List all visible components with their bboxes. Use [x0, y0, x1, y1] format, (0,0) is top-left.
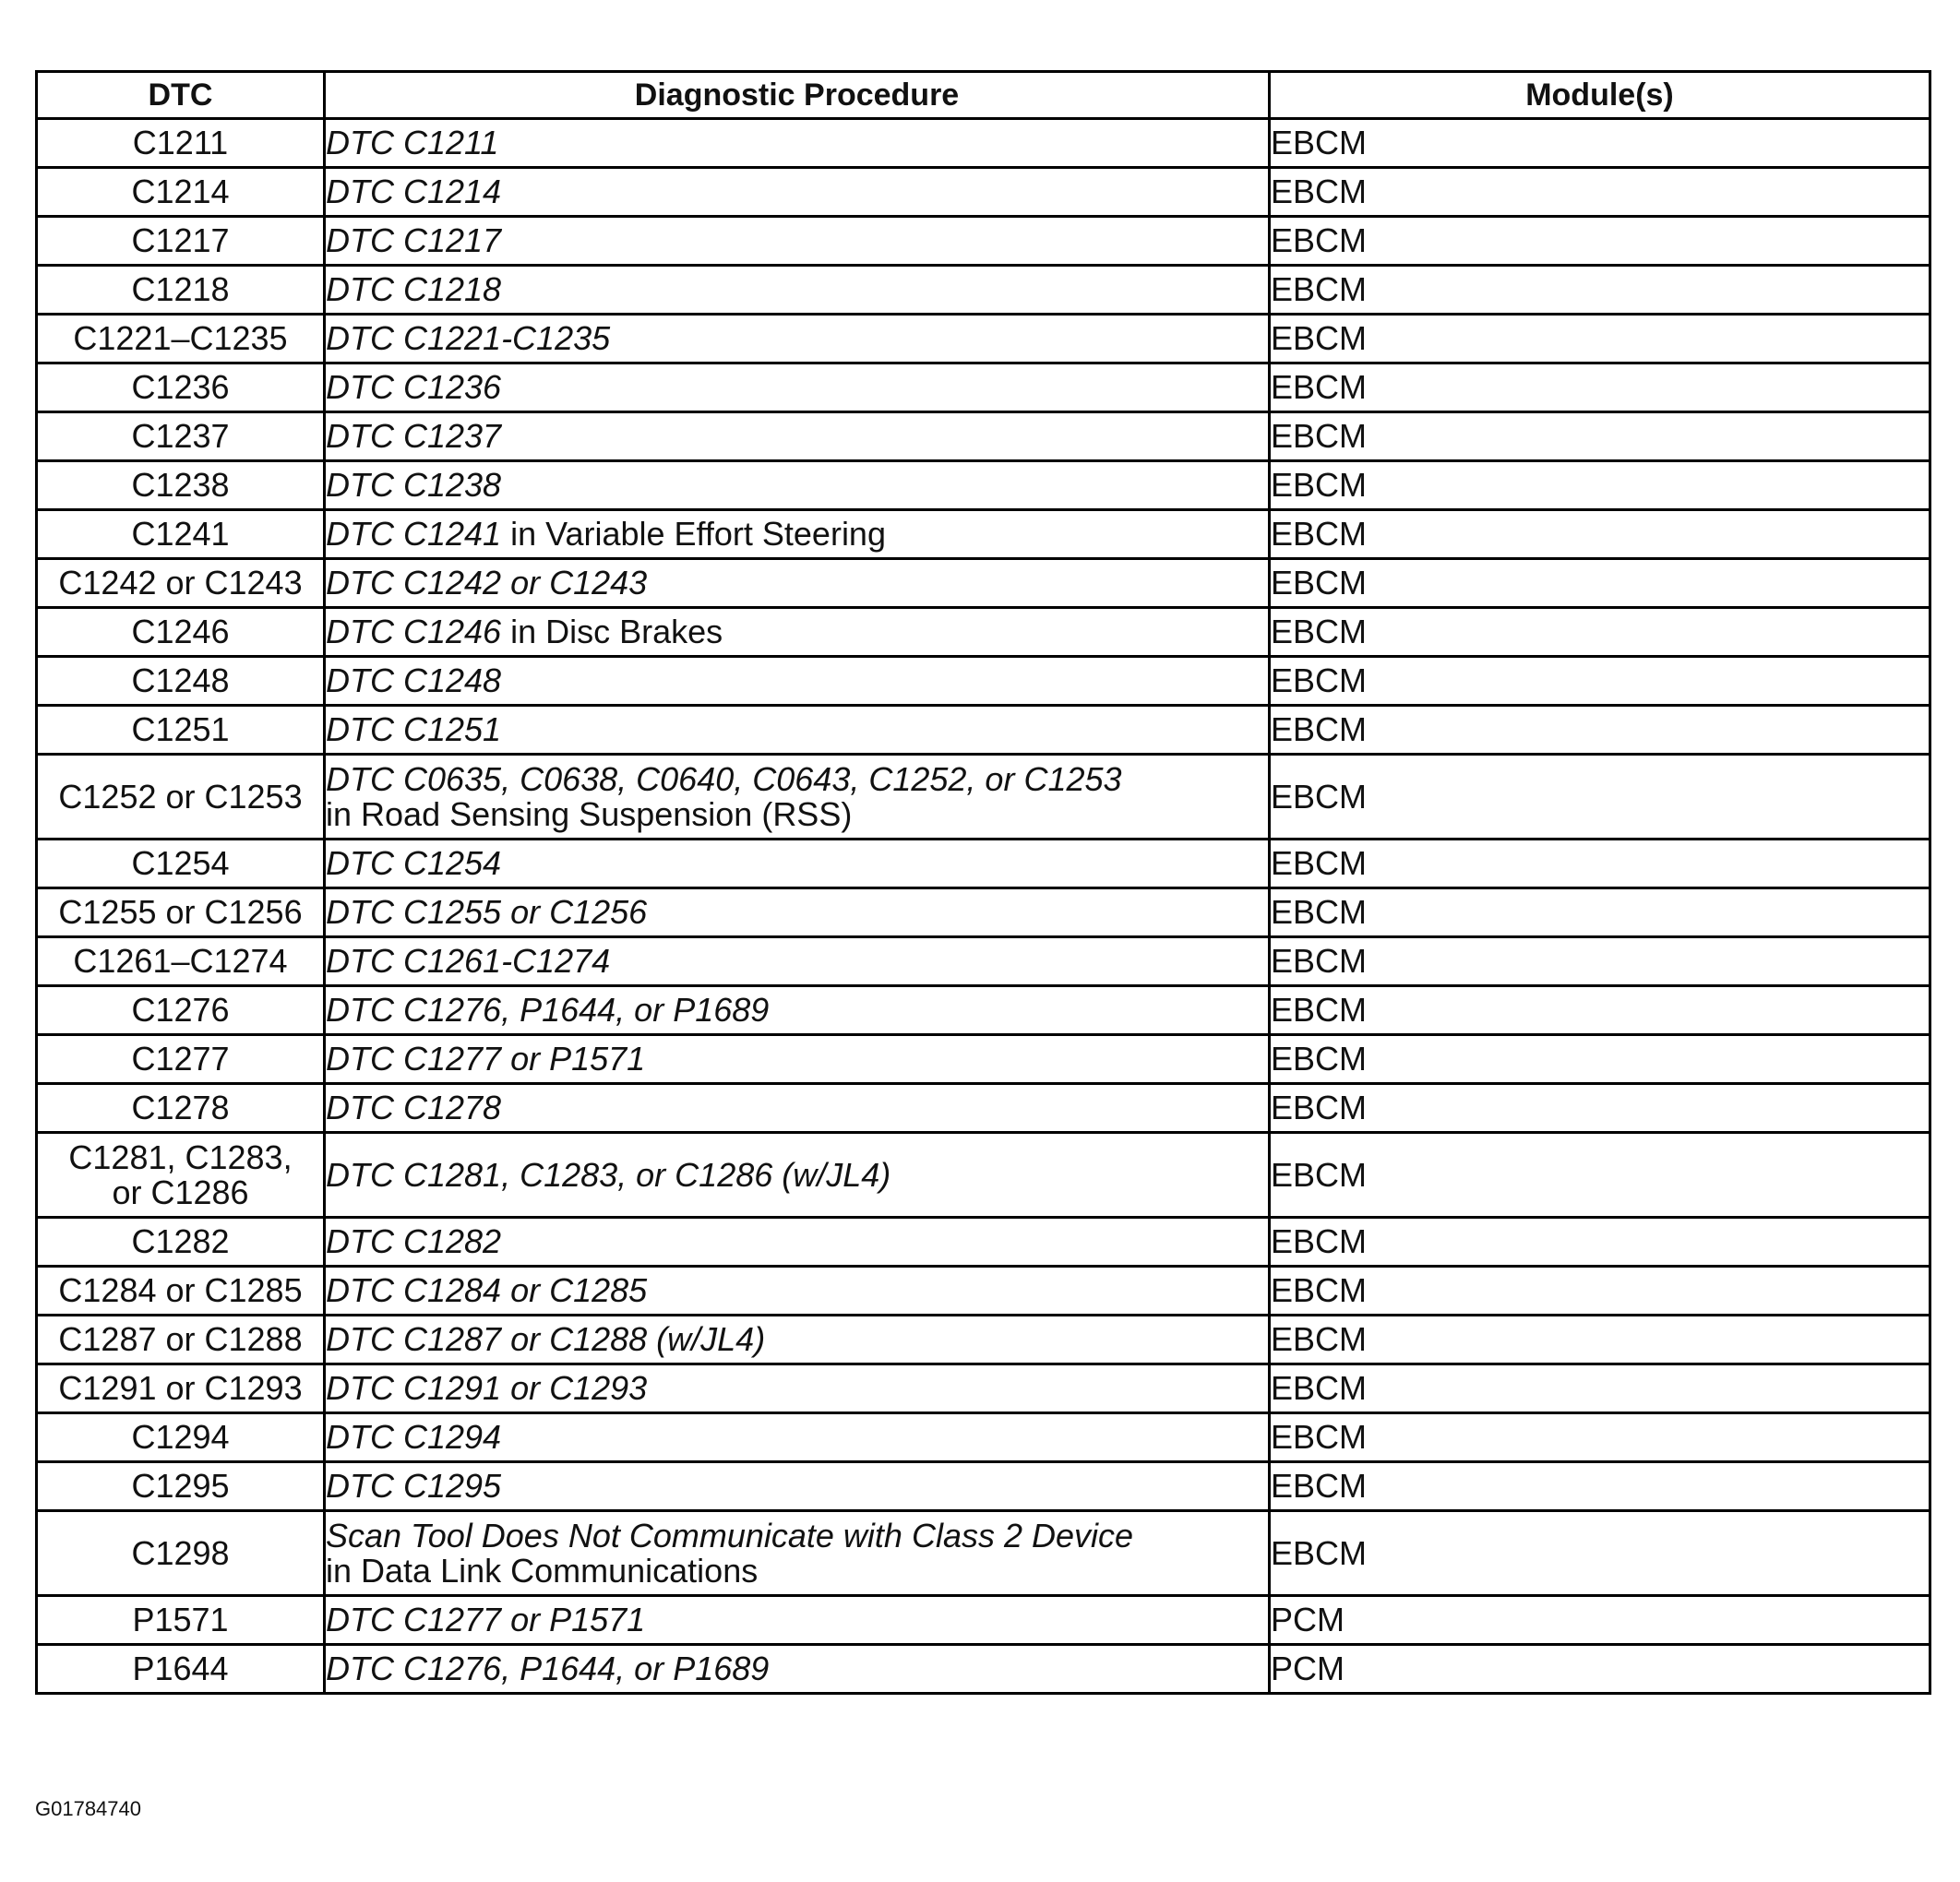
- dtc-cell: [37, 1462, 325, 1511]
- module-name: EBCM: [1271, 991, 1368, 1029]
- procedure-cell: [325, 559, 1270, 608]
- dtc-cell: [37, 1218, 325, 1267]
- procedure-cell: [325, 1084, 1270, 1133]
- procedure-link[interactable]: DTC C1221-C1235: [326, 319, 611, 357]
- procedure-cell: [325, 461, 1270, 510]
- procedure-cell: [325, 119, 1270, 168]
- procedure-link[interactable]: DTC C1218: [326, 270, 502, 308]
- procedure-cell: [325, 1596, 1270, 1645]
- module-name: EBCM: [1271, 515, 1368, 553]
- module-cell: [1270, 1035, 1930, 1084]
- procedure-link[interactable]: DTC C1236: [326, 368, 502, 406]
- procedure-cell: [325, 412, 1270, 461]
- dtc-cell: [37, 608, 325, 657]
- dtc-code: C1237: [131, 417, 230, 455]
- dtc-code: C1221–C1235: [73, 319, 288, 357]
- procedure-link[interactable]: DTC C1242 or C1243: [326, 564, 648, 602]
- module-cell: [1270, 1364, 1930, 1413]
- table-row: [37, 1596, 1930, 1645]
- procedure-link[interactable]: DTC C1241: [326, 515, 502, 553]
- dtc-code: C1241: [131, 515, 230, 553]
- dtc-cell: [37, 119, 325, 168]
- table-row: [37, 168, 1930, 217]
- table-row: [37, 1511, 1930, 1596]
- procedure-link[interactable]: DTC C1255 or C1256: [326, 893, 648, 931]
- procedure-cell: [325, 888, 1270, 937]
- dtc-code: C1251: [131, 710, 230, 748]
- dtc-cell: [37, 168, 325, 217]
- procedure-link[interactable]: DTC C1278: [326, 1089, 502, 1126]
- module-cell: [1270, 1645, 1930, 1694]
- dtc-code: C1291 or C1293: [58, 1369, 303, 1407]
- procedure-link[interactable]: DTC C1291 or C1293: [326, 1369, 648, 1407]
- dtc-code: P1644: [132, 1650, 229, 1687]
- dtc-code: C1255 or C1256: [58, 893, 303, 931]
- procedure-cell: [325, 608, 1270, 657]
- table-row: [37, 363, 1930, 412]
- table-header-row: [37, 72, 1930, 119]
- dtc-cell: [37, 1084, 325, 1133]
- procedure-cell: [325, 363, 1270, 412]
- figure-id: G01784740: [35, 1797, 141, 1820]
- dtc-cell: [37, 840, 325, 888]
- procedure-cell: [325, 266, 1270, 315]
- table-row: [37, 755, 1930, 840]
- table-row: [37, 1084, 1930, 1133]
- dtc-code: C1238: [131, 466, 230, 504]
- module-name: EBCM: [1271, 613, 1368, 650]
- dtc-code: C1282: [131, 1222, 230, 1260]
- dtc-code: C1252 or C1253: [58, 777, 303, 816]
- module-cell: [1270, 412, 1930, 461]
- table-row: [37, 1267, 1930, 1316]
- procedure-link[interactable]: DTC C1284 or C1285: [326, 1271, 648, 1309]
- procedure-line2: in Road Sensing Suspension (RSS): [326, 794, 853, 833]
- dtc-code-line2: or C1286: [112, 1173, 249, 1211]
- dtc-cell: [37, 706, 325, 755]
- table-row: [37, 266, 1930, 315]
- table-row: [37, 1035, 1930, 1084]
- dtc-code: C1217: [131, 221, 230, 259]
- table-row: [37, 1645, 1930, 1694]
- procedure-cell: [325, 1413, 1270, 1462]
- module-cell: [1270, 1413, 1930, 1462]
- module-cell: [1270, 706, 1930, 755]
- procedure-cell: [325, 937, 1270, 986]
- module-name: EBCM: [1271, 1418, 1368, 1456]
- procedure-cell: [325, 706, 1270, 755]
- module-name: EBCM: [1271, 844, 1368, 882]
- dtc-code: C1281, C1283,: [68, 1138, 293, 1176]
- module-cell: [1270, 1267, 1930, 1316]
- dtc-code: C1214: [131, 173, 230, 210]
- dtc-code: C1276: [131, 991, 230, 1029]
- module-name: EBCM: [1271, 221, 1368, 259]
- module-cell: [1270, 1084, 1930, 1133]
- dtc-cell: [37, 937, 325, 986]
- procedure-link[interactable]: DTC C1281, C1283, or C1286 (w/JL4): [326, 1155, 891, 1194]
- dtc-code: C1278: [131, 1089, 230, 1126]
- module-cell: [1270, 1133, 1930, 1218]
- module-cell: [1270, 266, 1930, 315]
- procedure-link[interactable]: DTC C1254: [326, 844, 502, 882]
- table-row: [37, 608, 1930, 657]
- table-row: [37, 937, 1930, 986]
- module-cell: [1270, 986, 1930, 1035]
- dtc-cell: [37, 986, 325, 1035]
- module-name: EBCM: [1271, 777, 1368, 816]
- module-name: EBCM: [1271, 893, 1368, 931]
- module-name: PCM: [1271, 1650, 1345, 1687]
- module-name: EBCM: [1271, 466, 1368, 504]
- module-cell: [1270, 840, 1930, 888]
- procedure-cell: [325, 755, 1270, 840]
- dtc-cell: [37, 461, 325, 510]
- procedure-cell: [325, 1133, 1270, 1218]
- procedure-cell: [325, 1316, 1270, 1364]
- dtc-cell: [37, 1364, 325, 1413]
- module-name: EBCM: [1271, 1369, 1368, 1407]
- dtc-cell: [37, 510, 325, 559]
- module-cell: [1270, 510, 1930, 559]
- module-cell: [1270, 1316, 1930, 1364]
- procedure-link[interactable]: DTC C1277 or P1571: [326, 1601, 646, 1638]
- procedure-cell: [325, 168, 1270, 217]
- procedure-link[interactable]: DTC C1277 or P1571: [326, 1040, 646, 1078]
- module-name: EBCM: [1271, 124, 1368, 161]
- module-name: EBCM: [1271, 1320, 1368, 1358]
- dtc-code: C1254: [131, 844, 230, 882]
- procedure-cell: [325, 217, 1270, 266]
- table-row: [37, 217, 1930, 266]
- procedure-line2: in Data Link Communications: [326, 1551, 759, 1590]
- procedure-link[interactable]: DTC C1276, P1644, or P1689: [326, 991, 770, 1029]
- dtc-code: C1294: [131, 1418, 230, 1456]
- module-name: EBCM: [1271, 1222, 1368, 1260]
- procedure-link[interactable]: DTC C1217: [326, 221, 502, 259]
- table-row: [37, 888, 1930, 937]
- module-name: EBCM: [1271, 1040, 1368, 1078]
- table-row: [37, 657, 1930, 706]
- module-name: PCM: [1271, 1601, 1345, 1638]
- module-name: EBCM: [1271, 1089, 1368, 1126]
- dtc-code: C1218: [131, 270, 230, 308]
- procedure-link[interactable]: DTC C1214: [326, 173, 502, 210]
- dtc-cell: [37, 1267, 325, 1316]
- table-row: [37, 986, 1930, 1035]
- procedure-link[interactable]: DTC C1246: [326, 613, 502, 650]
- dtc-code: C1236: [131, 368, 230, 406]
- procedure-link[interactable]: DTC C1248: [326, 661, 502, 699]
- procedure-cell: [325, 1462, 1270, 1511]
- module-name: EBCM: [1271, 173, 1368, 210]
- module-cell: [1270, 315, 1930, 363]
- procedure-link[interactable]: DTC C1238: [326, 466, 502, 504]
- dtc-code: C1246: [131, 613, 230, 650]
- module-cell: [1270, 559, 1930, 608]
- dtc-cell: [37, 1413, 325, 1462]
- procedure-link[interactable]: DTC C1211: [326, 124, 499, 161]
- module-cell: [1270, 168, 1930, 217]
- module-cell: [1270, 1511, 1930, 1596]
- dtc-code: C1287 or C1288: [58, 1320, 303, 1358]
- module-cell: [1270, 217, 1930, 266]
- module-cell: [1270, 461, 1930, 510]
- procedure-link[interactable]: DTC C1294: [326, 1418, 502, 1456]
- dtc-code: C1242 or C1243: [58, 564, 303, 602]
- header-dtc: DTC: [37, 72, 325, 119]
- procedure-cell: [325, 840, 1270, 888]
- dtc-code: C1277: [131, 1040, 230, 1078]
- dtc-cell: [37, 559, 325, 608]
- table-row: [37, 412, 1930, 461]
- dtc-code: C1295: [131, 1467, 230, 1505]
- dtc-cell: [37, 1645, 325, 1694]
- dtc-code: P1571: [132, 1601, 229, 1638]
- dtc-table: [35, 70, 1931, 1695]
- procedure-link[interactable]: DTC C1282: [326, 1222, 502, 1260]
- dtc-cell: [37, 1596, 325, 1645]
- procedure-link[interactable]: DTC C1287 or C1288 (w/JL4): [326, 1320, 766, 1358]
- procedure-cell: [325, 986, 1270, 1035]
- module-name: EBCM: [1271, 319, 1368, 357]
- table-row: [37, 1413, 1930, 1462]
- table-row: [37, 119, 1930, 168]
- table-row: [37, 510, 1930, 559]
- module-name: EBCM: [1271, 710, 1368, 748]
- dtc-cell: [37, 1316, 325, 1364]
- dtc-cell: [37, 888, 325, 937]
- procedure-cell: [325, 657, 1270, 706]
- procedure-cell: [325, 1364, 1270, 1413]
- dtc-cell: [37, 755, 325, 840]
- dtc-code: C1248: [131, 661, 230, 699]
- procedure-link[interactable]: DTC C1261-C1274: [326, 942, 611, 980]
- table-row: [37, 315, 1930, 363]
- procedure-cell: [325, 510, 1270, 559]
- module-cell: [1270, 937, 1930, 986]
- dtc-cell: [37, 363, 325, 412]
- dtc-cell: [37, 657, 325, 706]
- procedure-link[interactable]: DTC C0635, C0638, C0640, C0643, C1252, or C1253: [326, 759, 1122, 798]
- module-name: EBCM: [1271, 1155, 1368, 1194]
- dtc-cell: [37, 412, 325, 461]
- dtc-cell: [37, 1035, 325, 1084]
- module-cell: [1270, 657, 1930, 706]
- procedure-cell: [325, 315, 1270, 363]
- table-row: [37, 1364, 1930, 1413]
- dtc-code: C1261–C1274: [73, 942, 288, 980]
- procedure-location: in Disc Brakes: [501, 613, 723, 650]
- table-row: [37, 559, 1930, 608]
- table-row: [37, 1462, 1930, 1511]
- procedure-cell: [325, 1035, 1270, 1084]
- dtc-code: C1298: [131, 1533, 230, 1572]
- header-procedure: Diagnostic Procedure: [325, 72, 1270, 119]
- table-row: [37, 1316, 1930, 1364]
- module-name: EBCM: [1271, 417, 1368, 455]
- module-cell: [1270, 888, 1930, 937]
- dtc-cell: [37, 217, 325, 266]
- table-row: [37, 1218, 1930, 1267]
- procedure-cell: [325, 1645, 1270, 1694]
- table-row: [37, 706, 1930, 755]
- module-cell: [1270, 119, 1930, 168]
- module-name: EBCM: [1271, 942, 1368, 980]
- module-cell: [1270, 1218, 1930, 1267]
- table-row: [37, 840, 1930, 888]
- module-cell: [1270, 755, 1930, 840]
- module-name: EBCM: [1271, 564, 1368, 602]
- dtc-cell: [37, 315, 325, 363]
- procedure-link[interactable]: DTC C1295: [326, 1467, 502, 1505]
- module-name: EBCM: [1271, 661, 1368, 699]
- procedure-link[interactable]: Scan Tool Does Not Communicate with Class 2 Device: [326, 1516, 1134, 1554]
- module-name: EBCM: [1271, 1533, 1368, 1572]
- dtc-code: C1284 or C1285: [58, 1271, 303, 1309]
- dtc-cell: [37, 1511, 325, 1596]
- module-cell: [1270, 363, 1930, 412]
- module-cell: [1270, 1596, 1930, 1645]
- procedure-location: in Variable Effort Steering: [501, 515, 886, 553]
- dtc-cell: [37, 266, 325, 315]
- procedure-cell: [325, 1218, 1270, 1267]
- dtc-cell: [37, 1133, 325, 1218]
- procedure-cell: [325, 1267, 1270, 1316]
- table-row: [37, 461, 1930, 510]
- table-body: [37, 119, 1930, 1694]
- procedure-cell: [325, 1511, 1270, 1596]
- module-cell: [1270, 1462, 1930, 1511]
- dtc-code: C1211: [132, 124, 229, 161]
- module-name: EBCM: [1271, 1271, 1368, 1309]
- procedure-link[interactable]: DTC C1276, P1644, or P1689: [326, 1650, 770, 1687]
- module-name: EBCM: [1271, 270, 1368, 308]
- header-modules: Module(s): [1270, 72, 1930, 119]
- module-cell: [1270, 608, 1930, 657]
- procedure-link[interactable]: DTC C1251: [326, 710, 502, 748]
- module-name: EBCM: [1271, 1467, 1368, 1505]
- table-row: [37, 1133, 1930, 1218]
- module-name: EBCM: [1271, 368, 1368, 406]
- procedure-link[interactable]: DTC C1237: [326, 417, 502, 455]
